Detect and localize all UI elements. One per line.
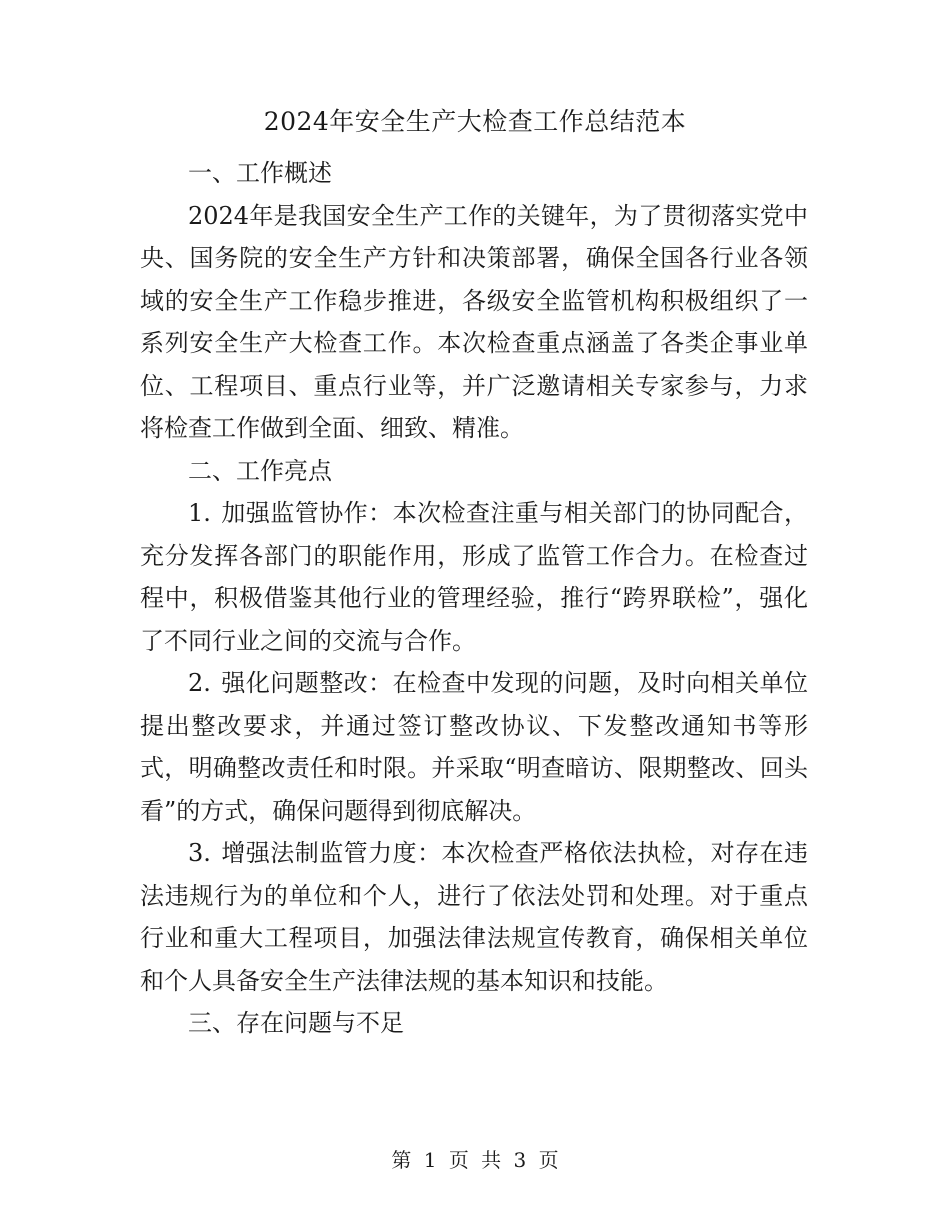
highlight-item-1-number: 1. (188, 499, 211, 527)
highlight-item-2-text: 强化问题整改：在检查中发现的问题，及时向相关单位提出整改要求，并通过签订整改协议、下发整改通知书等形式，明确整改责任和时限。并采取“明查暗访、限期整改、回头看”的方式，确保问题得到彻底解决。 (140, 669, 808, 825)
section-heading-problems: 三、存在问题与不足 (188, 1009, 404, 1037)
overview-paragraph: 2024年是我国安全生产工作的关键年，为了贯彻落实党中央、国务院的安全生产方针和决策部署，确保全国各行业各领域的安全生产工作稳步推进，各级安全监管机构积极组织了一系列安全生产大检查工作。本次检查重点涵盖了各类企事业单位、工程项目、重点行业等，并广泛邀请相关专家参与，力求将检查工作做到全面、细致、精准。 (140, 201, 808, 442)
section-heading-highlights: 二、工作亮点 (188, 456, 332, 485)
highlight-item-2 (140, 662, 808, 832)
highlight-item-3 (140, 832, 808, 1002)
section-heading-overview: 一、工作概述 (188, 159, 332, 187)
highlight-item-3-text: 增强法制监管力度：本次检查严格依法执检，对存在违法违规行为的单位和个人，进行了依法处罚和处理。对于重点行业和重大工程项目，加强法律法规宣传教育，确保相关单位和个人具备安全生产法律法规的基本知识和技能。 (140, 839, 808, 995)
highlight-item-1 (140, 492, 808, 662)
highlight-item-2-number: 2. (188, 669, 211, 697)
document-body (140, 152, 808, 1045)
document-title: 2024年安全生产大检查工作总结范本 (263, 107, 687, 136)
page-footer: 第 1 页 共 3 页 (391, 1148, 559, 1172)
highlight-item-3-number: 3. (188, 839, 211, 867)
highlight-item-1-text: 加强监管协作：本次检查注重与相关部门的协同配合，充分发挥各部门的职能作用，形成了监管工作合力。在检查过程中，积极借鉴其他行业的管理经验，推行“跨界联检”，强化了不同行业之间的交流与合作。 (140, 499, 808, 655)
